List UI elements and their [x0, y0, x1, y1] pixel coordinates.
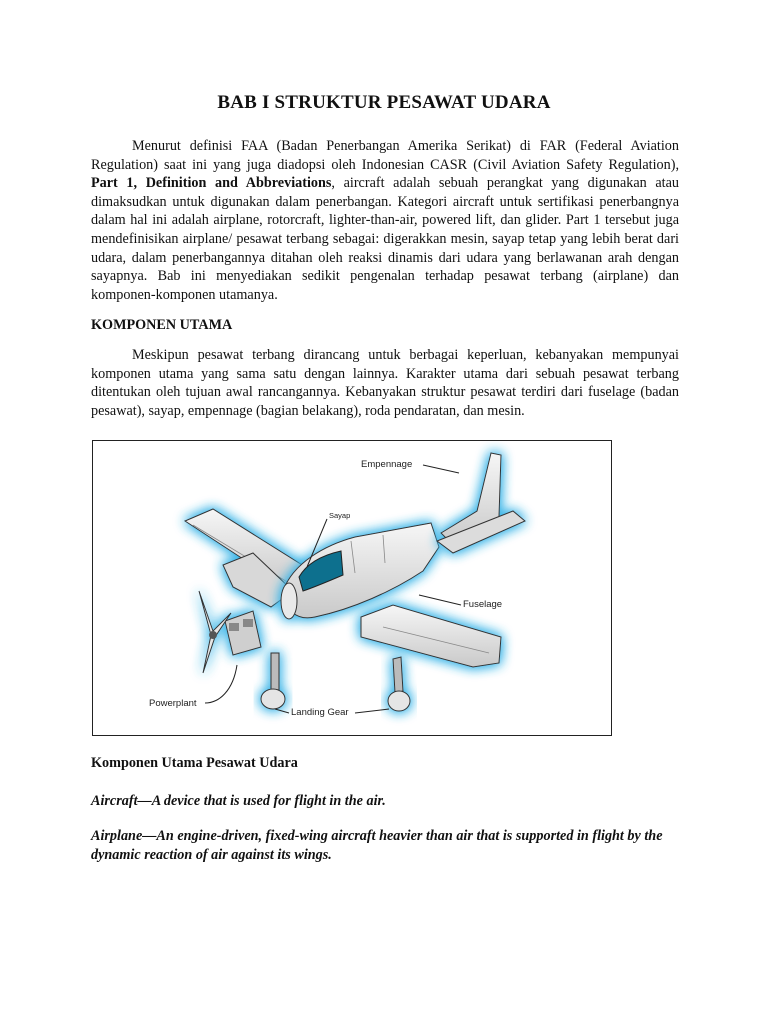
section-paragraph: Meskipun pesawat terbang dirancang untuk berbagai keperluan, kebanyakan mempunyai komponen utama yang sama satu dengan lainnya. Karakter utama dari sebuah pesawat terbang ditentukan oleh tujuan awal rancangannya. Kebanyakan struktur pesawat terdiri dari fuselage (badan pesawat), sayap, empennage (bagian belakang), roda pendaratan, dan mesin. — [91, 347, 679, 419]
intro-paragraph — [91, 137, 679, 304]
nose-landing-gear-part — [261, 653, 285, 709]
intro-text-2: , aircraft adalah sebuah perangkat yang digunakan atau dimaksudkan untuk digunakan dalam penerbangan. Kategori aircraft untuk sertifikasi penerbangnya dalam hal ini adalah airplane, rotorcraft, lighter-than-air, powered lift, dan glider. Part 1 tersebut juga mendefinisikan airplane/ pesawat terbang sebagai: digerakkan mesin, sayap tetap yang lebih berat dari udara, dalam penerbangannya ditahan oleh reaksi dinamis dari udara yang berlawanan arah dengan sayapnya. Bab ini menyediakan sedikit pengenalan terhadap pesawat terbang (airplane) dan komponen-komponen utamanya. — [91, 175, 679, 303]
powerplant-part — [199, 591, 261, 673]
figure-caption: Komponen Utama Pesawat Udara — [91, 755, 298, 771]
right-wing-part — [361, 605, 501, 667]
label-landing-gear: Landing Gear — [291, 707, 349, 718]
label-sayap: Sayap — [329, 511, 351, 520]
definition-airplane: Airplane—An engine-driven, fixed-wing aircraft heavier than air that is supported in flight by the dynamic reaction of air against its wings. — [91, 828, 663, 863]
fuselage-part — [281, 523, 439, 619]
exploded-airplane-illustration — [93, 441, 611, 735]
landing-gear-leader-left — [275, 709, 289, 713]
label-fuselage: Fuselage — [463, 599, 503, 610]
label-powerplant: Powerplant — [149, 698, 197, 709]
empennage-part — [437, 453, 525, 553]
main-landing-gear-part — [388, 657, 410, 711]
empennage-leader — [423, 465, 459, 473]
fuselage-leader — [419, 595, 461, 605]
definition-aircraft: Aircraft—A device that is used for flight in the air. — [91, 793, 386, 809]
label-empennage: Empennage — [361, 459, 413, 470]
chapter-title: BAB I STRUKTUR PESAWAT UDARA — [217, 92, 551, 113]
powerplant-leader — [205, 665, 237, 703]
landing-gear-leader-right — [355, 709, 389, 713]
section-heading: KOMPONEN UTAMA — [91, 317, 233, 333]
airplane-components-figure — [92, 440, 612, 736]
intro-text-1: Menurut definisi FAA (Badan Penerbangan Amerika Serikat) di FAR (Federal Aviation Regulation) saat ini yang juga diadopsi oleh Indonesian CASR (Civil Aviation Safety Regulation), — [91, 138, 679, 173]
intro-bold-reference: Part 1, Definition and Abbreviations — [91, 175, 332, 192]
